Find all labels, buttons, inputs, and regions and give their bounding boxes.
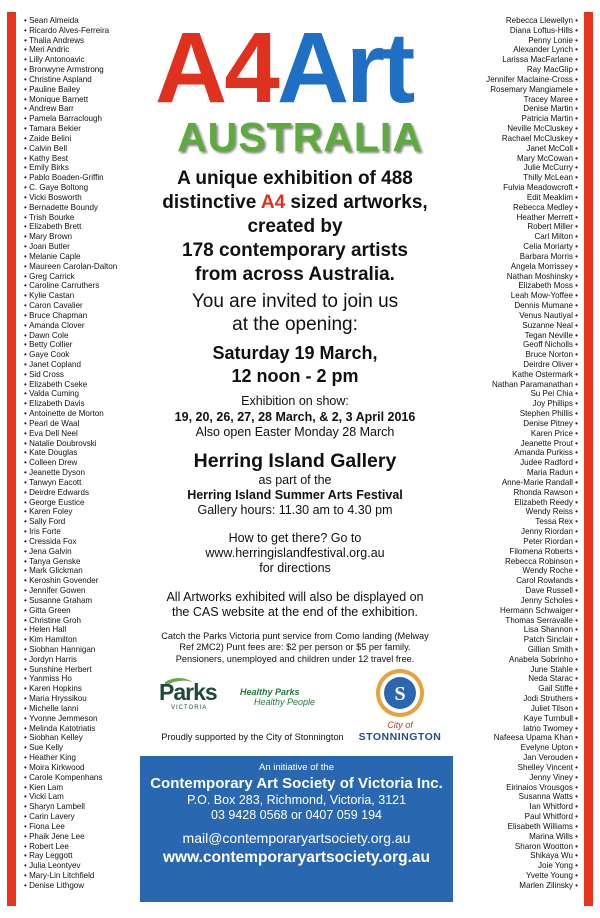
- artist-name: • Karen Foley: [24, 507, 117, 517]
- exhibition-dates: [150, 394, 440, 441]
- artist-name: Filomena Roberts •: [486, 547, 578, 557]
- artist-name: • Thalia Andrews: [24, 36, 117, 46]
- invite-line: at the opening:: [232, 314, 358, 335]
- artist-name: • Tanwyn Eacott: [24, 478, 117, 488]
- artist-name: • Bernadette Boundy: [24, 203, 117, 213]
- artist-name: • Cressida Fox: [24, 537, 117, 547]
- parks-word: Parks: [159, 679, 217, 705]
- artist-name: • Elizabeth Davis: [24, 399, 117, 409]
- artist-name: Tegan Neville •: [486, 331, 578, 341]
- online-line: All Artworks exhibited will also be displayed on: [166, 590, 424, 604]
- cas-contact-box: [140, 756, 453, 902]
- artist-name: Wendy Roche •: [486, 566, 578, 576]
- city-of-label: City of: [387, 720, 413, 730]
- show-heading: Exhibition on show:: [241, 394, 349, 408]
- artist-name: Rosemary Mangiamele •: [486, 85, 578, 95]
- artist-name: Rebecca Medley •: [486, 203, 578, 213]
- artist-name: • Helen Hall: [24, 625, 117, 635]
- artist-name: Joie Yong •: [486, 861, 578, 871]
- stonnington-emblem-icon: [370, 666, 430, 720]
- artist-name: • Zaide Belini: [24, 134, 117, 144]
- artist-name: • Jena Galvin: [24, 547, 117, 557]
- artist-name: Elizabeth Moss •: [486, 281, 578, 291]
- artist-name: • Amanda Clover: [24, 321, 117, 331]
- artist-name: Angela Morrissey •: [486, 262, 578, 272]
- artist-name: Juliet Tilson •: [486, 704, 578, 714]
- artist-name: Diana Loftus-Hills •: [486, 26, 578, 36]
- artist-name: Wendy Reiss •: [486, 507, 578, 517]
- artist-name: Carl Milton •: [486, 232, 578, 242]
- artist-name: • Phaik Jene Lee: [24, 832, 117, 842]
- artist-name: • Natalie Doubrovski: [24, 439, 117, 449]
- artist-name: Judee Radford •: [486, 458, 578, 468]
- artist-name: Dennis Mumane •: [486, 301, 578, 311]
- artist-name: Thomas Serravalle •: [486, 616, 578, 626]
- logo-australia: AUSTRALIA: [177, 114, 423, 160]
- artist-name: Marina Wills •: [486, 832, 578, 842]
- cas-address: P.O. Box 283, Richmond, Victoria, 3121: [186, 793, 407, 807]
- artist-name: • Heather King: [24, 753, 117, 763]
- artist-name: Rebecca Llewellyn •: [486, 16, 578, 26]
- parks-victoria-sub: VICTORIA: [171, 705, 208, 711]
- artist-name: • Andrew Barr: [24, 104, 117, 114]
- artist-name: • Pauline Bailey: [24, 85, 117, 95]
- invite-line: You are invited to join us: [191, 291, 399, 312]
- opening-datetime: [150, 342, 440, 388]
- artist-name: • Michelle Ianni: [24, 704, 117, 714]
- punt-line: Catch the Parks Victoria punt service from Como landing (Melway: [161, 631, 429, 641]
- artist-name: • Siobhan Hannigan: [24, 645, 117, 655]
- artist-name: • Kate Douglas: [24, 448, 117, 458]
- artist-name: • Yvonne Jemmeson: [24, 714, 117, 724]
- artist-name: Neville McCluskey •: [486, 124, 578, 134]
- artist-name: • Kylie Castan: [24, 291, 117, 301]
- artist-name: Tracey Maree •: [486, 95, 578, 105]
- artist-name: June Stahle •: [486, 665, 578, 675]
- festival-link[interactable]: www.herringislandfestival.org.au: [205, 546, 385, 560]
- artist-name: Iatno Twomey •: [486, 724, 578, 734]
- artist-name: Nathan Moshinsky •: [486, 272, 578, 282]
- healthy-people: Healthy People: [254, 697, 316, 707]
- artist-name: • Elizabeth Brett: [24, 222, 117, 232]
- artist-name: Peter Riordan •: [486, 537, 578, 547]
- artist-name: • Maureen Carolan-Dalton: [24, 262, 117, 272]
- artist-name: Paul Whitford •: [486, 812, 578, 822]
- artist-name: Janet McColl •: [486, 144, 578, 154]
- initiative-label: An initiative of the: [259, 762, 334, 773]
- artist-name: • Yanmiss Ho: [24, 674, 117, 684]
- artist-name: • Vicki Bosworth: [24, 193, 117, 203]
- artist-name: • Jennifer Gowen: [24, 586, 117, 596]
- artist-name: Jennifer Maclaine-Cross •: [486, 75, 578, 85]
- artist-name: • Moira Kirkwood: [24, 763, 117, 773]
- artist-list-left: [24, 16, 117, 891]
- artist-name: Dave Russell •: [486, 586, 578, 596]
- punt-line: Ref 2MC2) Punt fees are: $2 per person or $5 per family.: [179, 642, 411, 653]
- artist-name: • Valda Cuming: [24, 389, 117, 399]
- cas-email-link[interactable]: mail@contemporaryartsociety.org.au: [182, 830, 411, 846]
- artist-name: • Gitta Green: [24, 606, 117, 616]
- gallery-name: Herring Island Gallery: [193, 450, 397, 472]
- artist-name: Nathan Paramanathan •: [486, 380, 578, 390]
- punt-info: [145, 631, 445, 665]
- artist-name: • Carin Lavery: [24, 812, 117, 822]
- healthy-parks: Healthy Parks: [240, 687, 300, 697]
- artist-name: • Kien Lam: [24, 783, 117, 793]
- artist-name: Eirinaios Vrousgos •: [486, 783, 578, 793]
- opening-time: 12 noon - 2 pm: [231, 366, 359, 386]
- artist-name: Penny Lonie •: [486, 36, 578, 46]
- artist-name: • Deirdre Edwards: [24, 488, 117, 498]
- artist-name: Jenny Scholes •: [486, 596, 578, 606]
- artist-name: • George Eustice: [24, 498, 117, 508]
- artist-name: Ray MacGlip •: [486, 65, 578, 75]
- online-note: [150, 590, 440, 620]
- artist-name: Anne-Marie Randall •: [486, 478, 578, 488]
- artist-name: Gail Stiffe •: [486, 684, 578, 694]
- artist-name: Sharon Wootton •: [486, 842, 578, 852]
- artist-name: • Sally Ford: [24, 517, 117, 527]
- artist-name: • Christine Groh: [24, 616, 117, 626]
- artist-name: Denise Pitney •: [486, 419, 578, 429]
- svg-text:S: S: [394, 683, 406, 705]
- artist-name: • Mary-Lin Litchfield: [24, 871, 117, 881]
- artist-name: Denise Martin •: [486, 104, 578, 114]
- artist-name: • Elizabeth Cseke: [24, 380, 117, 390]
- left-red-border: [7, 12, 16, 906]
- artist-name: • Gaye Cook: [24, 350, 117, 360]
- artist-name: • Jordyn Harris: [24, 655, 117, 665]
- opening-date: Saturday 19 March,: [212, 343, 378, 363]
- intro-text: [150, 167, 440, 287]
- artist-name: • Keroshin Govender: [24, 576, 117, 586]
- artist-name: Larissa MacFarlane •: [486, 55, 578, 65]
- artist-name: • Robert Lee: [24, 842, 117, 852]
- artist-name: • Pamela Barraclough: [24, 114, 117, 124]
- support-note: Proudly supported by the City of Stonnington: [161, 732, 344, 742]
- artist-name: • Mark Glickman: [24, 566, 117, 576]
- artist-name: Patricia Martin •: [486, 114, 578, 124]
- artist-name: • Dawn Cole: [24, 331, 117, 341]
- artist-name: • Iris Forte: [24, 527, 117, 537]
- artist-name: • Melanie Caple: [24, 252, 117, 262]
- logo-letter-a: A: [155, 12, 225, 124]
- parks-victoria-logo: [159, 676, 229, 718]
- artist-name: • Greg Carrick: [24, 272, 117, 282]
- cas-website-link[interactable]: www.contemporaryartsociety.org.au: [162, 849, 430, 866]
- artist-name: Joy Phillips •: [486, 399, 578, 409]
- artist-name: • Sean Almeida: [24, 16, 117, 26]
- artist-name: Gillian Smith •: [486, 645, 578, 655]
- artist-name: • Meri Andric: [24, 45, 117, 55]
- artist-name: • Vicki Lam: [24, 792, 117, 802]
- artist-name: Edit Meaklim •: [486, 193, 578, 203]
- artist-name: Jeanette Prout •: [486, 439, 578, 449]
- artist-name: Carol Rowlands •: [486, 576, 578, 586]
- artist-name: • Lilly Antonoavic: [24, 55, 117, 65]
- artist-name: Rachael McCluskey •: [486, 134, 578, 144]
- artist-name: Stephen Phillis •: [486, 409, 578, 419]
- artist-name: • Janet Copland: [24, 360, 117, 370]
- artist-name: • Sue Kelly: [24, 743, 117, 753]
- artist-name: Suzanne Neal •: [486, 321, 578, 331]
- artist-name: • Caroline Carruthers: [24, 281, 117, 291]
- artist-name: • Monique Barnett: [24, 95, 117, 105]
- artist-name: Anabela Sobrinho •: [486, 655, 578, 665]
- a4art-logo: [155, 12, 440, 124]
- artist-name: Leah Mow-Yoffee •: [486, 291, 578, 301]
- a4-highlight: A4: [260, 192, 286, 213]
- artist-name: • Tanya Genske: [24, 557, 117, 567]
- artist-name: • Tamara Bekier: [24, 124, 117, 134]
- artist-name: Patch Sinclair •: [486, 635, 578, 645]
- artist-name: • Sid Cross: [24, 370, 117, 380]
- artist-name: Hermann Schwaiger •: [486, 606, 578, 616]
- healthy-parks-slogan: [240, 687, 340, 707]
- artist-name: Venus Nautiyal •: [486, 311, 578, 321]
- artist-name: • Fiona Lee: [24, 822, 117, 832]
- artist-name: Yvette Young •: [486, 871, 578, 881]
- artist-list-right: [486, 16, 578, 891]
- show-dates: 19, 20, 26, 27, 28 March, & 2, 3 April 2016: [174, 409, 416, 424]
- artist-name: Susanna Watts •: [486, 792, 578, 802]
- artist-name: Neda Starac •: [486, 674, 578, 684]
- artist-name: Robert Miller •: [486, 222, 578, 232]
- artist-name: Shikaya Wu •: [486, 851, 578, 861]
- artist-name: • Karen Hopkins: [24, 684, 117, 694]
- artist-name: • Maria Hryssikou: [24, 694, 117, 704]
- artist-name: • Bronwyne Armstrong: [24, 65, 117, 75]
- artist-name: • Betty Collier: [24, 340, 117, 350]
- gallery-as-part: as part of the: [258, 473, 332, 487]
- artist-name: • Caron Cavalier: [24, 301, 117, 311]
- punt-line: Pensioners, unemployed and children under 12 travel free.: [175, 653, 415, 664]
- artist-name: • Sharyn Lambell: [24, 802, 117, 812]
- artist-name: • Kim Hamilton: [24, 635, 117, 645]
- artist-name: Tessa Rex •: [486, 517, 578, 527]
- artist-name: Deirdre Oliver •: [486, 360, 578, 370]
- artist-name: • Ricardo Alves-Ferreira: [24, 26, 117, 36]
- cas-org-name: Contemporary Art Society of Victoria Inc.: [150, 775, 443, 792]
- artist-name: Thilly McLean •: [486, 173, 578, 183]
- gallery-hours: Gallery hours: 11.30 am to 4.30 pm: [197, 503, 393, 517]
- artist-name: Jan Verouden •: [486, 753, 578, 763]
- right-red-border: [584, 12, 593, 906]
- artist-name: • Mary Brown: [24, 232, 117, 242]
- artist-name: • Sunshine Herbert: [24, 665, 117, 675]
- artist-name: Rhonda Rawson •: [486, 488, 578, 498]
- directions: [150, 531, 440, 576]
- online-line: the CAS website at the end of the exhibition.: [172, 605, 418, 619]
- artist-name: Kaye Turnbull •: [486, 714, 578, 724]
- artist-name: Lisa Shannon •: [486, 625, 578, 635]
- artist-name: Evelyne Upton •: [486, 743, 578, 753]
- artist-name: Karen Price •: [486, 429, 578, 439]
- artist-name: Barbara Morris •: [486, 252, 578, 262]
- artist-name: • Siobhan Kelley: [24, 733, 117, 743]
- logo-word-art: Art: [276, 12, 413, 124]
- artist-name: • Eva Dell Neel: [24, 429, 117, 439]
- artist-name: • Antoinette de Morton: [24, 409, 117, 419]
- directions-line: for directions: [259, 561, 331, 575]
- artist-name: Elizabeth Reedy •: [486, 498, 578, 508]
- festival-name: Herring Island Summer Arts Festival: [187, 488, 403, 502]
- artist-name: Bruce Norton •: [486, 350, 578, 360]
- artist-name: • Pearl de Waal: [24, 419, 117, 429]
- artist-name: • Pablo Boaden-Griffin: [24, 173, 117, 183]
- artist-name: Rebecca Robinson •: [486, 557, 578, 567]
- artist-name: Amanda Purkiss •: [486, 448, 578, 458]
- artist-name: Ian Whitford •: [486, 802, 578, 812]
- artist-name: Nafeesa Upama Khan •: [486, 733, 578, 743]
- artist-name: • Kathy Best: [24, 154, 117, 164]
- artist-name: Elisabeth Williams •: [486, 822, 578, 832]
- logo-number-4: 4: [224, 12, 277, 124]
- intro-line: created by: [247, 216, 343, 237]
- artist-name: • Trish Bourke: [24, 213, 117, 223]
- artist-name: Shelley Vincent •: [486, 763, 578, 773]
- artist-name: • Carole Kompenhans: [24, 773, 117, 783]
- artist-name: Celia Moriarty •: [486, 242, 578, 252]
- artist-name: • Emily Birks: [24, 163, 117, 173]
- directions-line: How to get there? Go to: [228, 531, 362, 545]
- artist-name: • Melinda Katotriatis: [24, 724, 117, 734]
- artist-name: Alexander Lynch •: [486, 45, 578, 55]
- easter-note: Also open Easter Monday 28 March: [195, 425, 395, 439]
- artist-name: Jenny Riordan •: [486, 527, 578, 537]
- artist-name: • Bruce Chapman: [24, 311, 117, 321]
- artist-name: • Susanne Graham: [24, 596, 117, 606]
- cas-phone: 03 9428 0568 or 0407 059 194: [211, 808, 382, 822]
- artist-name: • Ray Leggott: [24, 851, 117, 861]
- artist-name: • Calvin Bell: [24, 144, 117, 154]
- artist-name: Geoff Nicholls •: [486, 340, 578, 350]
- intro-line: from across Australia.: [195, 264, 395, 285]
- artist-name: Fulvia Meadowcroft •: [486, 183, 578, 193]
- artist-name: Heather Merrett •: [486, 213, 578, 223]
- intro-line: 178 contemporary artists: [182, 240, 408, 261]
- artist-name: • Jeanette Dyson: [24, 468, 117, 478]
- artist-name: • Julia Leontyev: [24, 861, 117, 871]
- stonnington-label: STONNINGTON: [358, 731, 442, 743]
- artist-name: Julie McCurry •: [486, 163, 578, 173]
- artist-name: Jodi Struthers •: [486, 694, 578, 704]
- artist-name: • Denise Lithgow: [24, 881, 117, 891]
- artist-name: Maria Radun •: [486, 468, 578, 478]
- invitation: [150, 290, 440, 336]
- intro-line: distinctive A4 sized artworks,: [162, 192, 428, 213]
- intro-line: A unique exhibition of 488: [177, 168, 413, 189]
- artist-name: Marlen Zilinsky •: [486, 881, 578, 891]
- artist-name: Jenny Viney •: [486, 773, 578, 783]
- gallery-info: [150, 449, 440, 518]
- artist-name: Kathe Ostermark •: [486, 370, 578, 380]
- artist-name: • Colleen Drew: [24, 458, 117, 468]
- artist-name: • Christine Aspland: [24, 75, 117, 85]
- artist-name: • C. Gaye Boltong: [24, 183, 117, 193]
- artist-name: Su Pei Chia •: [486, 389, 578, 399]
- artist-name: Mary McCowan •: [486, 154, 578, 164]
- artist-name: • Joan Butler: [24, 242, 117, 252]
